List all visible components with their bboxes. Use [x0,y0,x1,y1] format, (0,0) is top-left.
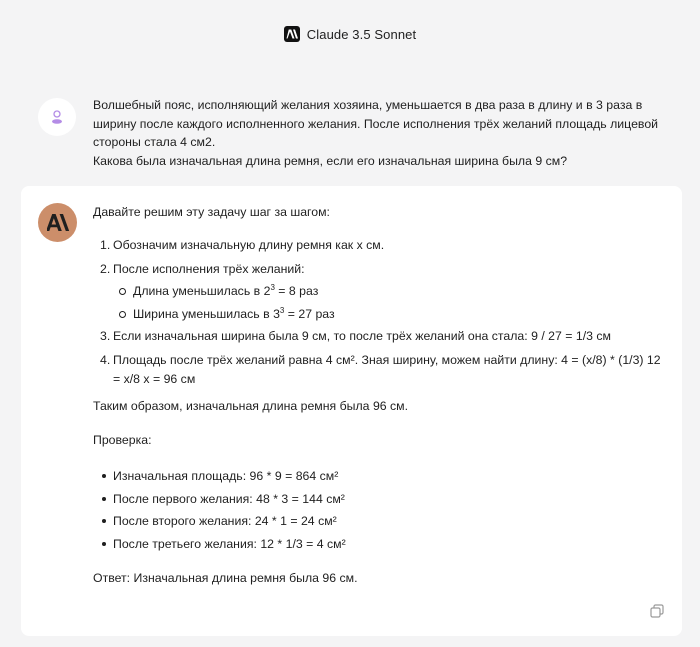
sub-item-result: = 27 раз [284,306,335,321]
user-message-question: Какова была изначальная длина ремня, если его изначальная ширина была 9 см? [93,153,568,168]
sub-item-result: = 8 раз [274,284,319,299]
step-number: 3. [100,329,111,344]
step-number: 2. [100,261,111,276]
list-item [93,260,668,324]
exponent: 3 [279,305,285,315]
list-item [93,327,668,346]
exponent: 3 [270,283,275,293]
sub-list-item [133,305,668,324]
step-text: Площадь после трёх желаний равна 4 см². Зная ширину, можем найти длину: 4 = (x/8) * (1/3) 12 = x/8 x = 96 см [113,352,661,386]
anthropic-logo-icon [284,26,300,42]
assistant-avatar [38,203,77,242]
copy-button[interactable] [649,603,665,619]
sub-list [113,282,668,323]
list-item [93,236,668,255]
step-text: После исполнения трёх желаний: [113,261,305,276]
user-icon [49,109,65,125]
user-avatar [38,98,76,136]
check-list [93,467,668,557]
step-number: 1. [100,238,111,252]
answer-text: Ответ: Изначальная длина ремня была 96 см. [93,571,358,585]
list-item: После второго желания: 24 * 1 = 24 см² [93,512,668,531]
solution-steps [93,236,668,388]
sub-list-item [133,282,668,301]
step-number: 4. [100,352,111,367]
model-name: Claude 3.5 Sonnet [306,26,417,42]
intro-text: Давайте решим эту задачу шаг за шагом: [93,205,330,219]
anthropic-logo-icon [47,214,69,231]
user-message-line: Волшебный пояс, исполняющий желания хозяина, уменьшается в два раза в длину и в 3 раза в ширину после каждого исполненного желания. После исполнения трёх желаний площадь лицевой стороны стала 4 см2. [93,98,659,150]
list-item: После третьего желания: 12 * 1/3 = 4 см² [93,535,668,554]
list-item: Изначальная площадь: 96 * 9 = 864 см² [93,467,668,486]
conclusion-text: Таким образом, изначальная длина ремня была 96 см. [93,399,409,413]
sub-item-text: Ширина уменьшилась в 3 [133,306,280,321]
copy-icon [649,603,665,619]
chat-header [0,24,700,44]
list-item: После первого желания: 48 * 3 = 144 см² [93,490,668,509]
step-text: Обозначим изначальную длину ремня как x см. [113,238,385,252]
step-text: Если изначальная ширина была 9 см, то после трёх желаний она стала: 9 / 27 = 1/3 см [113,329,611,344]
sub-item-text: Длина уменьшилась в 2 [133,284,271,299]
user-message-text [93,96,673,170]
list-item [93,351,668,388]
check-heading: Проверка: [93,433,152,447]
assistant-message-card [21,186,682,636]
